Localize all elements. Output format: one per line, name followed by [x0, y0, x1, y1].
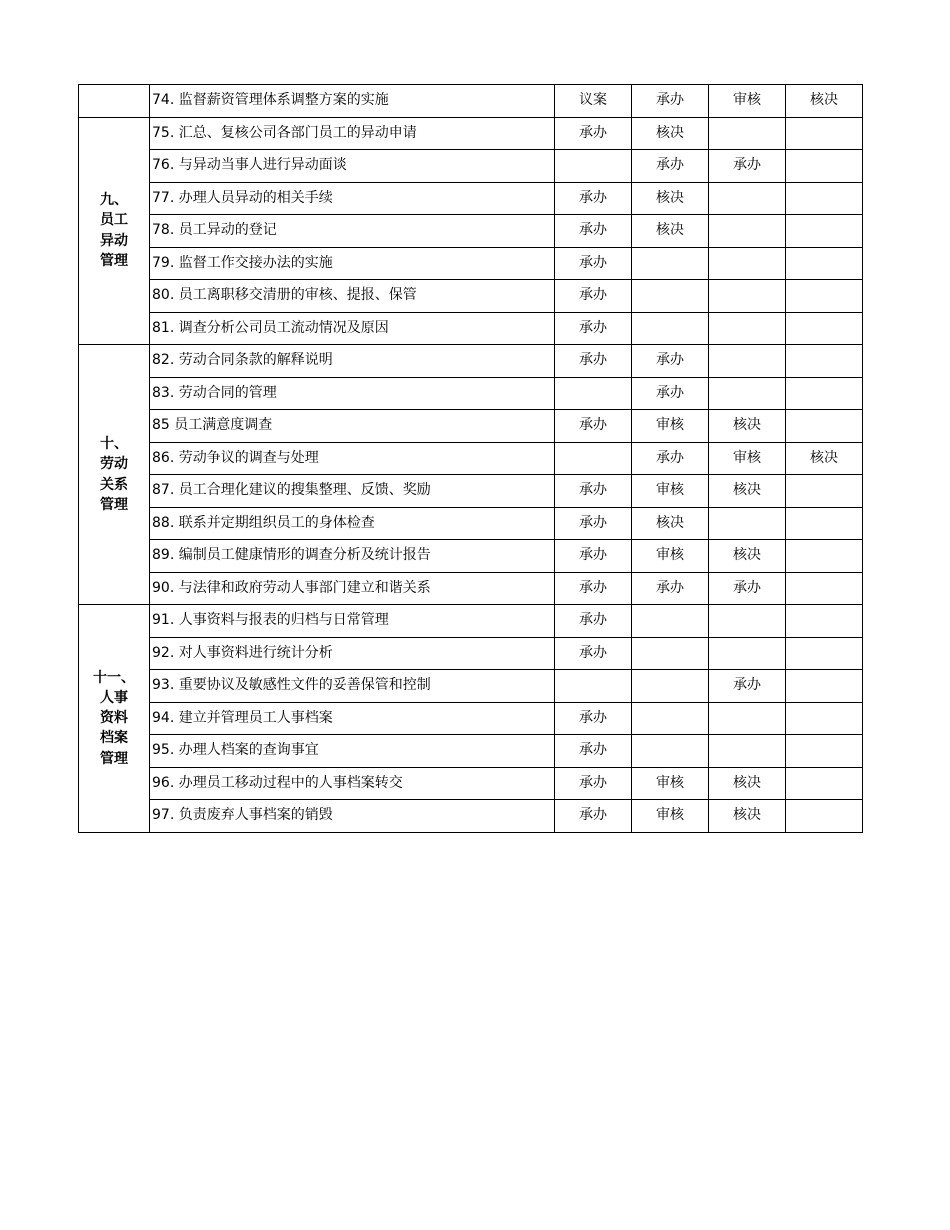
category-title-line: 十一、: [93, 669, 135, 686]
role-cell-4: [786, 572, 863, 605]
role-cell-4: 核决: [786, 85, 863, 118]
role-cell-2: [632, 670, 709, 703]
task-description: 80. 员工离职移交清册的审核、提报、保管: [150, 280, 555, 313]
role-cell-2: 核决: [632, 507, 709, 540]
table-row: [79, 670, 863, 703]
table-row: [79, 767, 863, 800]
role-cell-1: 承办: [555, 410, 632, 443]
role-cell-1: 议案: [555, 85, 632, 118]
role-cell-2: 承办: [632, 345, 709, 378]
role-cell-2: 承办: [632, 442, 709, 475]
category-title-line: 九、: [100, 192, 128, 209]
role-cell-4: [786, 215, 863, 248]
category-title-line: 管理: [100, 253, 128, 270]
role-cell-2: [632, 637, 709, 670]
role-cell-1: [555, 150, 632, 183]
role-cell-1: 承办: [555, 800, 632, 833]
task-description: 90. 与法律和政府劳动人事部门建立和谐关系: [150, 572, 555, 605]
table-row: [79, 85, 863, 118]
role-cell-3: 承办: [709, 572, 786, 605]
task-description: 89. 编制员工健康情形的调查分析及统计报告: [150, 540, 555, 573]
role-cell-3: [709, 702, 786, 735]
role-cell-1: 承办: [555, 767, 632, 800]
role-cell-4: [786, 345, 863, 378]
table-row: [79, 800, 863, 833]
table-row: [79, 182, 863, 215]
table-row: [79, 247, 863, 280]
table-body: [79, 85, 863, 833]
table-row: [79, 410, 863, 443]
table-row: [79, 475, 863, 508]
role-cell-1: [555, 670, 632, 703]
role-cell-1: [555, 442, 632, 475]
role-cell-3: [709, 345, 786, 378]
role-cell-2: [632, 280, 709, 313]
role-cell-2: 审核: [632, 800, 709, 833]
role-cell-4: [786, 475, 863, 508]
role-cell-3: [709, 247, 786, 280]
task-description: 79. 监督工作交接办法的实施: [150, 247, 555, 280]
task-description: 78. 员工异动的登记: [150, 215, 555, 248]
role-cell-4: [786, 735, 863, 768]
role-cell-1: 承办: [555, 247, 632, 280]
role-cell-1: 承办: [555, 312, 632, 345]
task-description: 75. 汇总、复核公司各部门员工的异动申请: [150, 117, 555, 150]
table-row: [79, 540, 863, 573]
role-cell-4: [786, 182, 863, 215]
role-cell-1: 承办: [555, 280, 632, 313]
category-title-line: 十、: [100, 435, 128, 452]
category-title-line: 资料: [100, 710, 128, 727]
role-cell-4: [786, 377, 863, 410]
role-cell-4: [786, 540, 863, 573]
task-description: 87. 员工合理化建议的搜集整理、反馈、奖励: [150, 475, 555, 508]
role-cell-1: 承办: [555, 507, 632, 540]
category-cell: [79, 605, 150, 833]
role-cell-4: [786, 702, 863, 735]
table-row: [79, 280, 863, 313]
role-cell-4: [786, 247, 863, 280]
role-cell-1: 承办: [555, 215, 632, 248]
role-cell-3: [709, 312, 786, 345]
role-cell-3: 核决: [709, 475, 786, 508]
role-cell-1: 承办: [555, 540, 632, 573]
role-cell-1: 承办: [555, 182, 632, 215]
table-row: [79, 572, 863, 605]
task-description: 91. 人事资料与报表的归档与日常管理: [150, 605, 555, 638]
role-cell-1: 承办: [555, 475, 632, 508]
role-cell-4: [786, 150, 863, 183]
role-cell-3: 承办: [709, 150, 786, 183]
role-cell-2: [632, 605, 709, 638]
task-description: 93. 重要协议及敏感性文件的妥善保管和控制: [150, 670, 555, 703]
task-description: 83. 劳动合同的管理: [150, 377, 555, 410]
table-row: [79, 605, 863, 638]
task-description: 82. 劳动合同条款的解释说明: [150, 345, 555, 378]
role-cell-2: 承办: [632, 572, 709, 605]
role-cell-4: [786, 117, 863, 150]
role-cell-1: [555, 377, 632, 410]
role-cell-1: 承办: [555, 735, 632, 768]
category-cell: [79, 85, 150, 118]
task-description: 95. 办理人档案的查询事宜: [150, 735, 555, 768]
role-cell-3: [709, 605, 786, 638]
role-cell-3: 承办: [709, 670, 786, 703]
category-title-line: 管理: [100, 750, 128, 767]
role-cell-2: 核决: [632, 182, 709, 215]
role-cell-4: [786, 800, 863, 833]
task-description: 92. 对人事资料进行统计分析: [150, 637, 555, 670]
table-row: [79, 442, 863, 475]
role-cell-2: 承办: [632, 150, 709, 183]
category-cell: [79, 117, 150, 345]
role-cell-3: [709, 637, 786, 670]
table-row: [79, 117, 863, 150]
role-cell-1: 承办: [555, 702, 632, 735]
role-cell-1: 承办: [555, 572, 632, 605]
role-cell-4: 核决: [786, 442, 863, 475]
role-cell-2: 审核: [632, 540, 709, 573]
role-cell-3: [709, 182, 786, 215]
role-cell-1: 承办: [555, 637, 632, 670]
category-title-line: 劳动: [100, 456, 128, 473]
task-description: 77. 办理人员异动的相关手续: [150, 182, 555, 215]
role-cell-3: [709, 377, 786, 410]
role-cell-4: [786, 280, 863, 313]
role-cell-3: [709, 507, 786, 540]
role-cell-4: [786, 605, 863, 638]
role-cell-1: 承办: [555, 345, 632, 378]
role-cell-1: 承办: [555, 605, 632, 638]
table-row: [79, 345, 863, 378]
role-cell-2: 审核: [632, 767, 709, 800]
task-description: 96. 办理员工移动过程中的人事档案转交: [150, 767, 555, 800]
role-cell-3: 核决: [709, 540, 786, 573]
role-cell-3: [709, 735, 786, 768]
role-cell-3: [709, 117, 786, 150]
role-cell-3: 审核: [709, 442, 786, 475]
role-cell-4: [786, 670, 863, 703]
role-cell-2: [632, 735, 709, 768]
category-title-line: 关系: [100, 476, 128, 493]
role-cell-3: 审核: [709, 85, 786, 118]
role-cell-2: 核决: [632, 117, 709, 150]
role-cell-2: 审核: [632, 410, 709, 443]
task-description: 81. 调查分析公司员工流动情况及原因: [150, 312, 555, 345]
task-description: 94. 建立并管理员工人事档案: [150, 702, 555, 735]
role-cell-4: [786, 410, 863, 443]
table-row: [79, 215, 863, 248]
role-cell-3: 核决: [709, 410, 786, 443]
role-cell-4: [786, 767, 863, 800]
role-cell-3: 核决: [709, 767, 786, 800]
task-description: 74. 监督薪资管理体系调整方案的实施: [150, 85, 555, 118]
role-cell-2: 承办: [632, 377, 709, 410]
role-cell-1: 承办: [555, 117, 632, 150]
category-cell: [79, 345, 150, 605]
table-row: [79, 637, 863, 670]
responsibility-table: [78, 84, 863, 833]
table-row: [79, 702, 863, 735]
category-title-line: 管理: [100, 496, 128, 513]
table-row: [79, 312, 863, 345]
category-title-line: 档案: [100, 730, 128, 747]
role-cell-2: 承办: [632, 85, 709, 118]
task-description: 97. 负责废弃人事档案的销毁: [150, 800, 555, 833]
role-cell-2: [632, 702, 709, 735]
role-cell-3: [709, 215, 786, 248]
category-title-line: 员工: [100, 212, 128, 229]
task-description: 85 员工满意度调查: [150, 410, 555, 443]
table-row: [79, 735, 863, 768]
table-row: [79, 150, 863, 183]
role-cell-2: 核决: [632, 215, 709, 248]
role-cell-2: [632, 312, 709, 345]
role-cell-2: [632, 247, 709, 280]
category-title-line: 人事: [100, 689, 128, 706]
table-row: [79, 507, 863, 540]
table-row: [79, 377, 863, 410]
task-description: 86. 劳动争议的调查与处理: [150, 442, 555, 475]
role-cell-4: [786, 637, 863, 670]
role-cell-3: [709, 280, 786, 313]
role-cell-2: 审核: [632, 475, 709, 508]
role-cell-3: 核决: [709, 800, 786, 833]
task-description: 88. 联系并定期组织员工的身体检查: [150, 507, 555, 540]
task-description: 76. 与异动当事人进行异动面谈: [150, 150, 555, 183]
role-cell-4: [786, 312, 863, 345]
role-cell-4: [786, 507, 863, 540]
category-title-line: 异动: [100, 232, 128, 249]
